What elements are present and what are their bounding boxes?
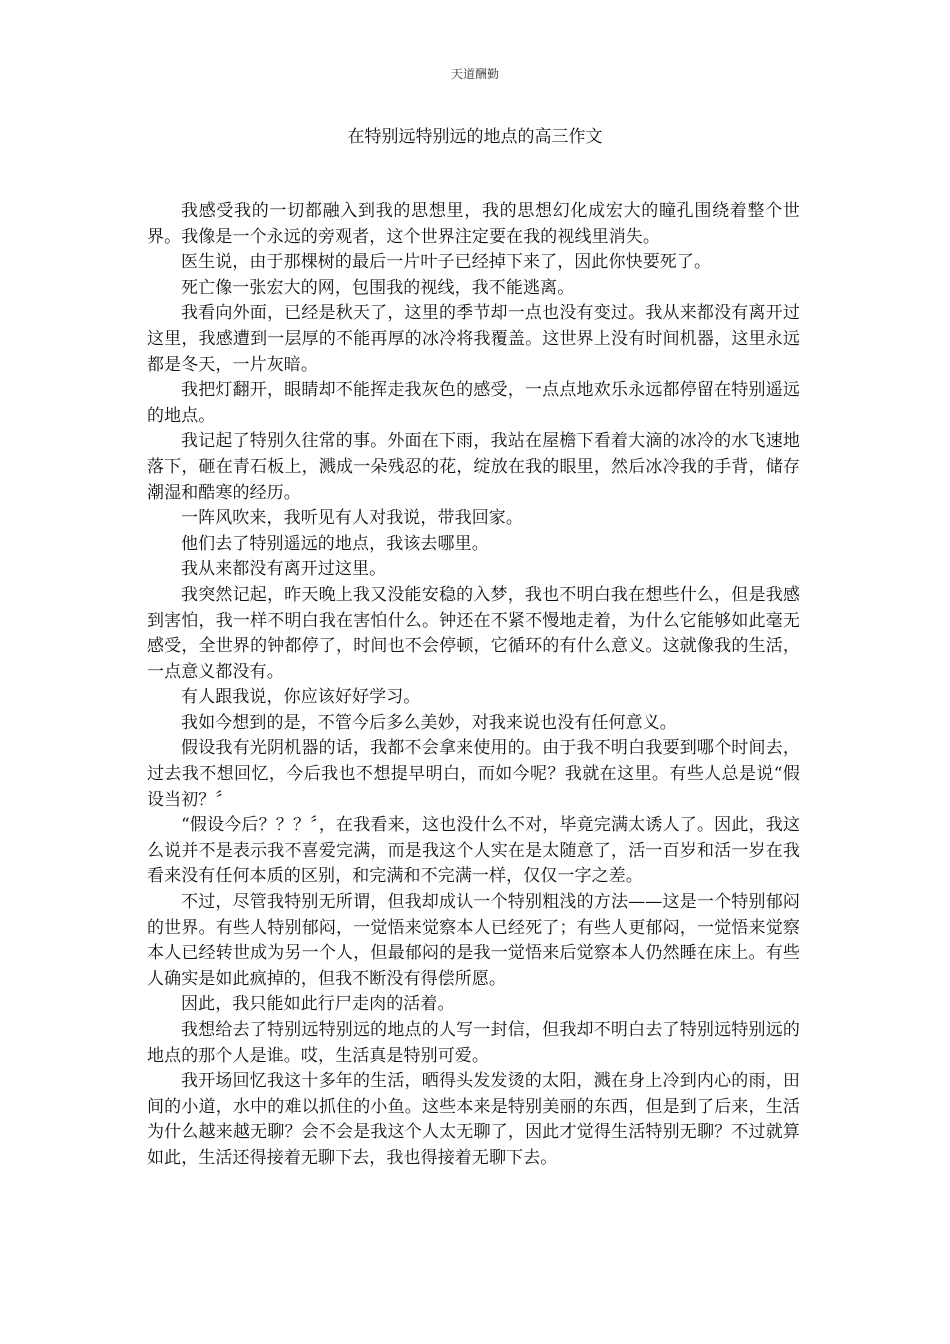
paragraph: 我感受我的一切都融入到我的思想里，我的思想幻化成宏大的瞳孔围绕着整个世界。我像是一个永远的旁观者，这个世界注定要在我的视线里消失。 — [147, 201, 800, 247]
paragraph: 一阵风吹来，我听见有人对我说，带我回家。 — [181, 508, 523, 529]
paragraph: 我突然记起，昨天晚上我又没能安稳的入梦，我也不明白我在想些什么，但是我感到害怕，我一样不明白我在害怕什么。钟还在不紧不慢地走着，为什么它能够如此毫无感受，全世界的钟都停了，时间也不会停顿，它循环的有什么意义。这就像我的生活，一点意义都没有。 — [147, 584, 800, 682]
paragraph: 死亡像一张宏大的网，包围我的视线，我不能逃离。 — [181, 277, 575, 298]
paragraph: 我记起了特别久往常的事。外面在下雨，我站在屋檐下看着大滴的冰冷的水飞速地落下，砸在青石板上，溅成一朵残忍的花，绽放在我的眼里，然后冰冷我的手背，储存潮湿和酷寒的经历。 — [147, 431, 800, 503]
paragraph: 我如今想到的是，不管今后多么美妙，对我来说也没有任何意义。 — [181, 712, 677, 733]
page-title: 在特别远特别远的地点的高三作文 — [347, 127, 603, 147]
paragraph: 我开场回忆我这十多年的生活，晒得头发发烫的太阳，溅在身上冷到内心的雨，田间的小道，水中的难以抓住的小鱼。这些本来是特别美丽的东西，但是到了后来，生活为什么越来越无聊？会不会是我这个人太无聊了，因此才觉得生活特别无聊？不过就算如此，生活还得接着无聊下去，我也得接着无聊下去。 — [147, 1071, 800, 1168]
paragraph: 我把灯翻开，眼睛却不能挥走我灰色的感受，一点点地欢乐永远都停留在特别遥远的地点。 — [147, 380, 800, 426]
essay-body — [147, 199, 800, 1172]
paragraph: 不过，尽管我特别无所谓，但我却成认一个特别粗浅的方法——这是一个特别郁闷的世界。有些人特别郁闷，一觉悟来觉察本人已经死了；有些人更郁闷，一觉悟来觉察本人已经转世成为另一个人，但最郁闷的是我一觉悟来后觉察本人仍然睡在床上。有些人确实是如此疯掉的，但我不断没有得偿所愿。 — [147, 892, 800, 989]
paragraph: 我从来都没有离开过这里。 — [181, 559, 387, 580]
paragraph: 因此，我只能如此行尸走肉的活着。 — [181, 994, 455, 1015]
paragraph: 他们去了特别遥远的地点，我该去哪里。 — [181, 533, 489, 554]
paragraph: 假设我有光阴机器的话，我都不会拿来使用的。由于我不明白我要到哪个时间去，过去我不想回忆，今后我也不想提早明白，而如今呢？我就在这里。有些人总是说“假设当初？〞 — [147, 738, 800, 810]
paragraph: 我想给去了特别远特别远的地点的人写一封信，但我却不明白去了特别远特别远的地点的那个人是谁。哎，生活真是特别可爱。 — [147, 1020, 800, 1066]
paragraph: 有人跟我说，你应该好好学习。 — [181, 687, 421, 708]
page-header: 天道酬勤 — [450, 67, 499, 81]
paragraph: 我看向外面，已经是秋天了，这里的季节却一点也没有变过。我从来都没有离开过这里，我感遭到一层厚的不能再厚的冰冷将我覆盖。这世界上没有时间机器，这里永远都是冬天，一片灰暗。 — [147, 303, 800, 375]
paragraph: 医生说，由于那棵树的最后一片叶子已经掉下来了，因此你快要死了。 — [181, 252, 712, 273]
paragraph: “假设今后？？？〞，在我看来，这也没什么不对，毕竟完满太诱人了。因此，我这么说并不是表示我不喜爱完满，而是我这个人实在是太随意了，活一百岁和活一岁在我看来没有任何本质的区别，和完满和不完满一样，仅仅一字之差。 — [147, 815, 800, 887]
